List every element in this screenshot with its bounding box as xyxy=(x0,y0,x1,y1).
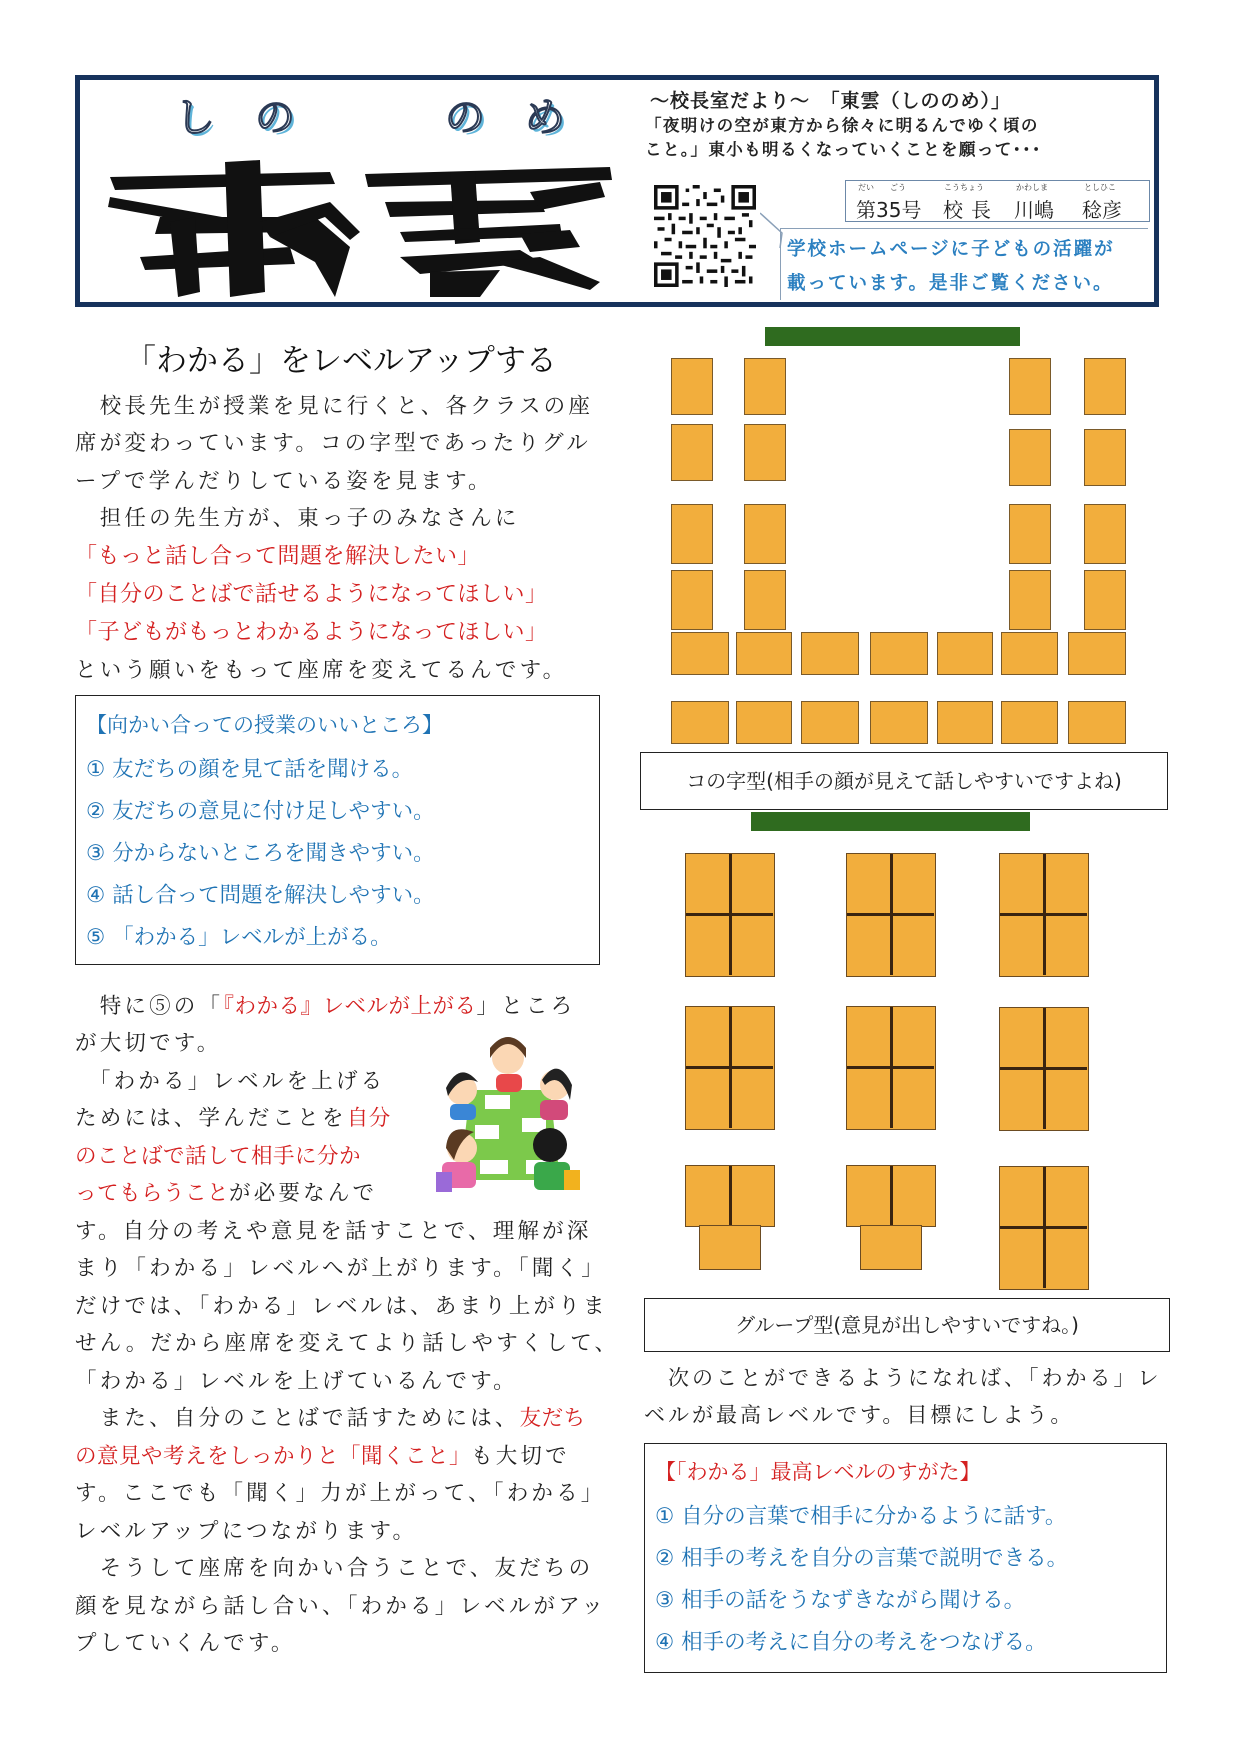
article-title: 「わかる」をレベルアップする xyxy=(125,343,557,379)
desk xyxy=(937,632,993,675)
calligraphy-logo-icon xyxy=(100,122,620,302)
desk xyxy=(1001,632,1058,675)
principal-given-name: 稔彦 xyxy=(1082,198,1122,222)
desk xyxy=(699,1225,761,1270)
highlight-text: 自分 xyxy=(346,1106,391,1131)
ruby: としひこ xyxy=(1084,183,1116,192)
highlight-text: の意見や考えをしっかりと「聞くこと」 xyxy=(75,1444,472,1469)
group-caption: グループ型(意見が出しやすいですね。) xyxy=(644,1298,1170,1352)
body-line: 校長先生が授業を見に行くと、各クラスの座 xyxy=(75,394,594,419)
newsletter-header xyxy=(75,75,1159,307)
body-line: 担任の先生方が、東っ子のみなさんに xyxy=(75,506,520,531)
desk xyxy=(744,424,786,481)
body-line: 「わかる」レベルを上げる xyxy=(75,1069,386,1094)
qr-code-icon[interactable] xyxy=(652,185,758,287)
desk-group xyxy=(685,1165,775,1227)
desk xyxy=(1001,701,1058,744)
highest-level-heading: 【「わかる」最高レベルのすがた】 xyxy=(655,1460,981,1484)
desk xyxy=(671,632,729,675)
kana-char: し xyxy=(175,95,215,141)
motto-line: こと。」東小も明るくなっていくことを願って･･･ xyxy=(645,140,1042,159)
ruby: かわしま xyxy=(1016,183,1048,192)
body-line: 「わかる」レベルを上げているんです。 xyxy=(75,1369,518,1394)
principal-surname: 川嶋 xyxy=(1014,198,1054,222)
u-shape-caption: コの字型(相手の顔が見えて話しやすいですよね) xyxy=(640,752,1168,810)
desk xyxy=(744,504,786,564)
desk-group xyxy=(846,853,936,977)
newsletter-subtitle: 〜校長室だより〜 「東雲（しののめ）」 xyxy=(650,90,1012,112)
desk xyxy=(801,701,859,744)
desk xyxy=(1068,632,1126,675)
body-line: 席が変わっています。コの字型であったりグル xyxy=(75,431,591,456)
desk xyxy=(870,701,928,744)
highlight-text: ってもらうこと xyxy=(75,1181,230,1206)
goal-item: ② 相手の考えを自分の言葉で説明できる。 xyxy=(655,1546,1069,1571)
body-line: という願いをもって座席を変えてるんです。 xyxy=(75,658,568,683)
bubble-text-line: 載っています。是非ご覧ください。 xyxy=(787,273,1114,294)
highlight-line: のことばで話して相手に分か xyxy=(75,1144,362,1169)
body-line: レベルアップにつながります。 xyxy=(75,1519,418,1544)
wish-line: 「自分のことばで話せるようになってほしい」 xyxy=(75,582,548,607)
desk xyxy=(870,632,928,675)
body-line: プしていくんです。 xyxy=(75,1631,296,1656)
desk xyxy=(1084,570,1126,630)
desk xyxy=(1084,358,1126,415)
desk-group xyxy=(846,1006,936,1130)
highest-level-box xyxy=(644,1443,1167,1673)
desk xyxy=(744,358,786,415)
ruby: だい ごう xyxy=(858,183,906,192)
body-line: が大切です。 xyxy=(75,1031,222,1056)
goal-line: ベルが最高レベルです。目標にしよう。 xyxy=(644,1403,1075,1427)
body-line: の意見や考えをしっかりと「聞くこと」も大切で xyxy=(75,1444,570,1469)
body-line: せん。だから座席を変えてより話しやすくして、 xyxy=(75,1331,620,1356)
benefits-heading: 【向かい合っての授業のいいところ】 xyxy=(86,713,443,737)
wish-line: 「もっと話し合って問題を解決したい」 xyxy=(75,544,481,569)
body-line: だけでは、「わかる」レベルは、あまり上がりま xyxy=(75,1294,608,1319)
desk xyxy=(744,570,786,630)
desk xyxy=(1084,429,1126,486)
body-line: す。ここでも「聞く」力が上がって、「わかる」 xyxy=(75,1481,606,1506)
issue-info-box xyxy=(845,180,1150,222)
goal-item: ④ 相手の考えに自分の考えをつなげる。 xyxy=(655,1630,1047,1655)
desk-group xyxy=(685,1006,775,1130)
benefit-item: ③ 分からないところを聞きやすい。 xyxy=(86,841,435,866)
principal-role: 校長 xyxy=(943,198,999,222)
goal-item: ① 自分の言葉で相手に分かるように話す。 xyxy=(655,1504,1067,1529)
kana-char: の xyxy=(255,95,295,141)
issue-number: 第35号 xyxy=(856,198,922,222)
body-line: す。自分の考えや意見を話すことで、理解が深 xyxy=(75,1219,592,1244)
desk xyxy=(671,358,713,415)
highlight-text: 『わかる』レベルが上がる xyxy=(223,994,477,1019)
benefit-item: ① 友だちの顔を見て話を聞ける。 xyxy=(86,757,414,782)
bubble-text-line: 学校ホームページに子どもの活躍が xyxy=(787,239,1115,260)
body-line: ためには、学んだことを自分 xyxy=(75,1106,391,1131)
desk-group xyxy=(999,853,1089,977)
body-line: まり「わかる」レベルへが上がります。「聞く」 xyxy=(75,1256,606,1281)
desk xyxy=(801,632,859,675)
kana-char: の xyxy=(445,95,485,141)
body-line: ってもらうことが必要なんで xyxy=(75,1181,378,1206)
desk xyxy=(860,1225,922,1270)
body-line: そうして座席を向かい合うことで、友だちの xyxy=(75,1556,594,1581)
desk-group xyxy=(999,1166,1089,1290)
desk xyxy=(937,701,993,744)
kana-char: め xyxy=(525,95,565,141)
desk xyxy=(1009,429,1051,486)
blackboard-icon xyxy=(751,812,1030,831)
benefit-item: ② 友だちの意見に付け足しやすい。 xyxy=(86,799,435,824)
desk xyxy=(736,632,792,675)
wish-line: 「子どもがもっとわかるようになってほしい」 xyxy=(75,620,548,645)
desk xyxy=(1009,504,1051,564)
body-line: 特に⑤の「『わかる』レベルが上がる」ところ xyxy=(75,994,576,1019)
ruby: こうちょう xyxy=(944,183,984,192)
goal-line: 次のことができるようになれば、「わかる」レ xyxy=(644,1366,1162,1390)
benefit-item: ⑤ 「わかる」レベルが上がる。 xyxy=(86,925,392,950)
homepage-speech-bubble xyxy=(780,228,1148,300)
desk xyxy=(671,424,713,481)
desk xyxy=(1009,358,1051,415)
body-line: また、自分のことばで話すためには、友だち xyxy=(75,1406,586,1431)
benefits-box xyxy=(75,695,600,965)
desk xyxy=(1068,701,1126,744)
desk xyxy=(671,570,713,630)
body-line: ープで学んだりしている姿を見ます。 xyxy=(75,469,493,494)
goal-item: ③ 相手の話をうなずきながら聞ける。 xyxy=(655,1588,1026,1613)
desk xyxy=(1084,504,1126,564)
children-discussion-illustration-icon xyxy=(430,1030,586,1196)
motto-line: 「夜明けの空が東方から徐々に明るんでゆく頃の xyxy=(645,116,1039,135)
desk-group xyxy=(999,1007,1089,1131)
desk xyxy=(671,701,729,744)
blackboard-icon xyxy=(765,327,1020,346)
body-line: 顔を見ながら話し合い、「わかる」レベルがアッ xyxy=(75,1594,607,1619)
desk xyxy=(671,504,713,564)
highlight-text: 友だち xyxy=(519,1406,586,1431)
desk-group xyxy=(846,1165,936,1227)
benefit-item: ④ 話し合って問題を解決しやすい。 xyxy=(86,883,435,908)
desk xyxy=(1009,570,1051,630)
desk xyxy=(736,701,792,744)
desk-group xyxy=(685,853,775,977)
